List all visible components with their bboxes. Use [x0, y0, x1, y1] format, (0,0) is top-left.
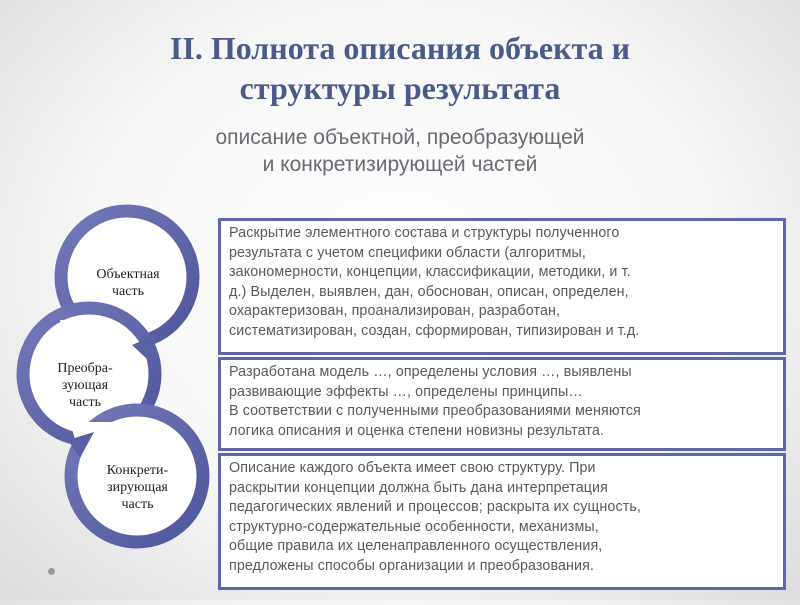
node-transforming-line-2: зующая [61, 378, 109, 393]
box-line: общие правила их целенаправленного осуществления, [229, 538, 603, 554]
slide-title-line-2: структуры результата [239, 70, 561, 106]
box-line: Описание каждого объекта имеет свою структуру. При [229, 460, 596, 476]
slide-subtitle-line-1: описание объектной, преобразующей [215, 126, 585, 149]
slide-title [40, 28, 760, 108]
objective-description-box [218, 218, 786, 355]
box-line: логика описания и оценка степени новизны результата. [229, 422, 604, 439]
box-line: В соответствии с полученными преобразованиями меняются [229, 403, 641, 419]
node-transforming-line-3: часть [69, 395, 101, 410]
node-transforming-line-1: Преобра- [57, 361, 113, 376]
concretizing-description-box [218, 453, 786, 590]
box-line: раскрытии концепции должна быть дана интерпретация [229, 479, 608, 496]
node-concretizing-label [90, 462, 185, 513]
node-objective-label [78, 266, 178, 300]
box-line: педагогических явлений и процессов; раскрыта их сущность, [229, 499, 641, 515]
box-line: структурно-содержательные особенности, механизмы, [229, 518, 599, 535]
box-line: охарактеризован, проанализирован, разработан, [229, 303, 561, 319]
box-line: развивающие эффекты …, определены принципы… [229, 383, 583, 400]
box-line: закономерности, концепции, классификации, методики, и т. [229, 264, 631, 280]
cycle-diagram [0, 200, 230, 600]
slide-subtitle-line-2: и конкретизирующей частей [262, 153, 538, 176]
node-objective-line-2: часть [112, 284, 144, 299]
transforming-description-box [218, 357, 786, 451]
box-line: предложены способы организации и преобразования. [229, 557, 595, 574]
node-transforming-label [40, 360, 130, 411]
node-concretizing-line-2: зирующая [107, 480, 168, 495]
slide-title-line-1: II. Полнота описания объекта и [169, 30, 631, 66]
box-line: Раскрытие элементного состава и структуры полученного [229, 225, 620, 241]
node-concretizing-line-1: Конкрети- [106, 463, 169, 478]
node-objective-line-1: Объектная [96, 267, 160, 282]
box-line: систематизирован, создан, сформирован, типизирован и т.д. [229, 322, 640, 339]
box-line: д.) Выделен, выявлен, дан, обоснован, описан, определен, [229, 283, 629, 300]
box-line: результата с учетом специфики области (алгоритмы, [229, 244, 586, 261]
slide-subtitle [40, 124, 760, 178]
box-line: Разработана модель …, определены условия …, выявлены [229, 364, 632, 380]
bullet-dot [48, 568, 55, 575]
node-concretizing-line-3: часть [121, 497, 154, 512]
